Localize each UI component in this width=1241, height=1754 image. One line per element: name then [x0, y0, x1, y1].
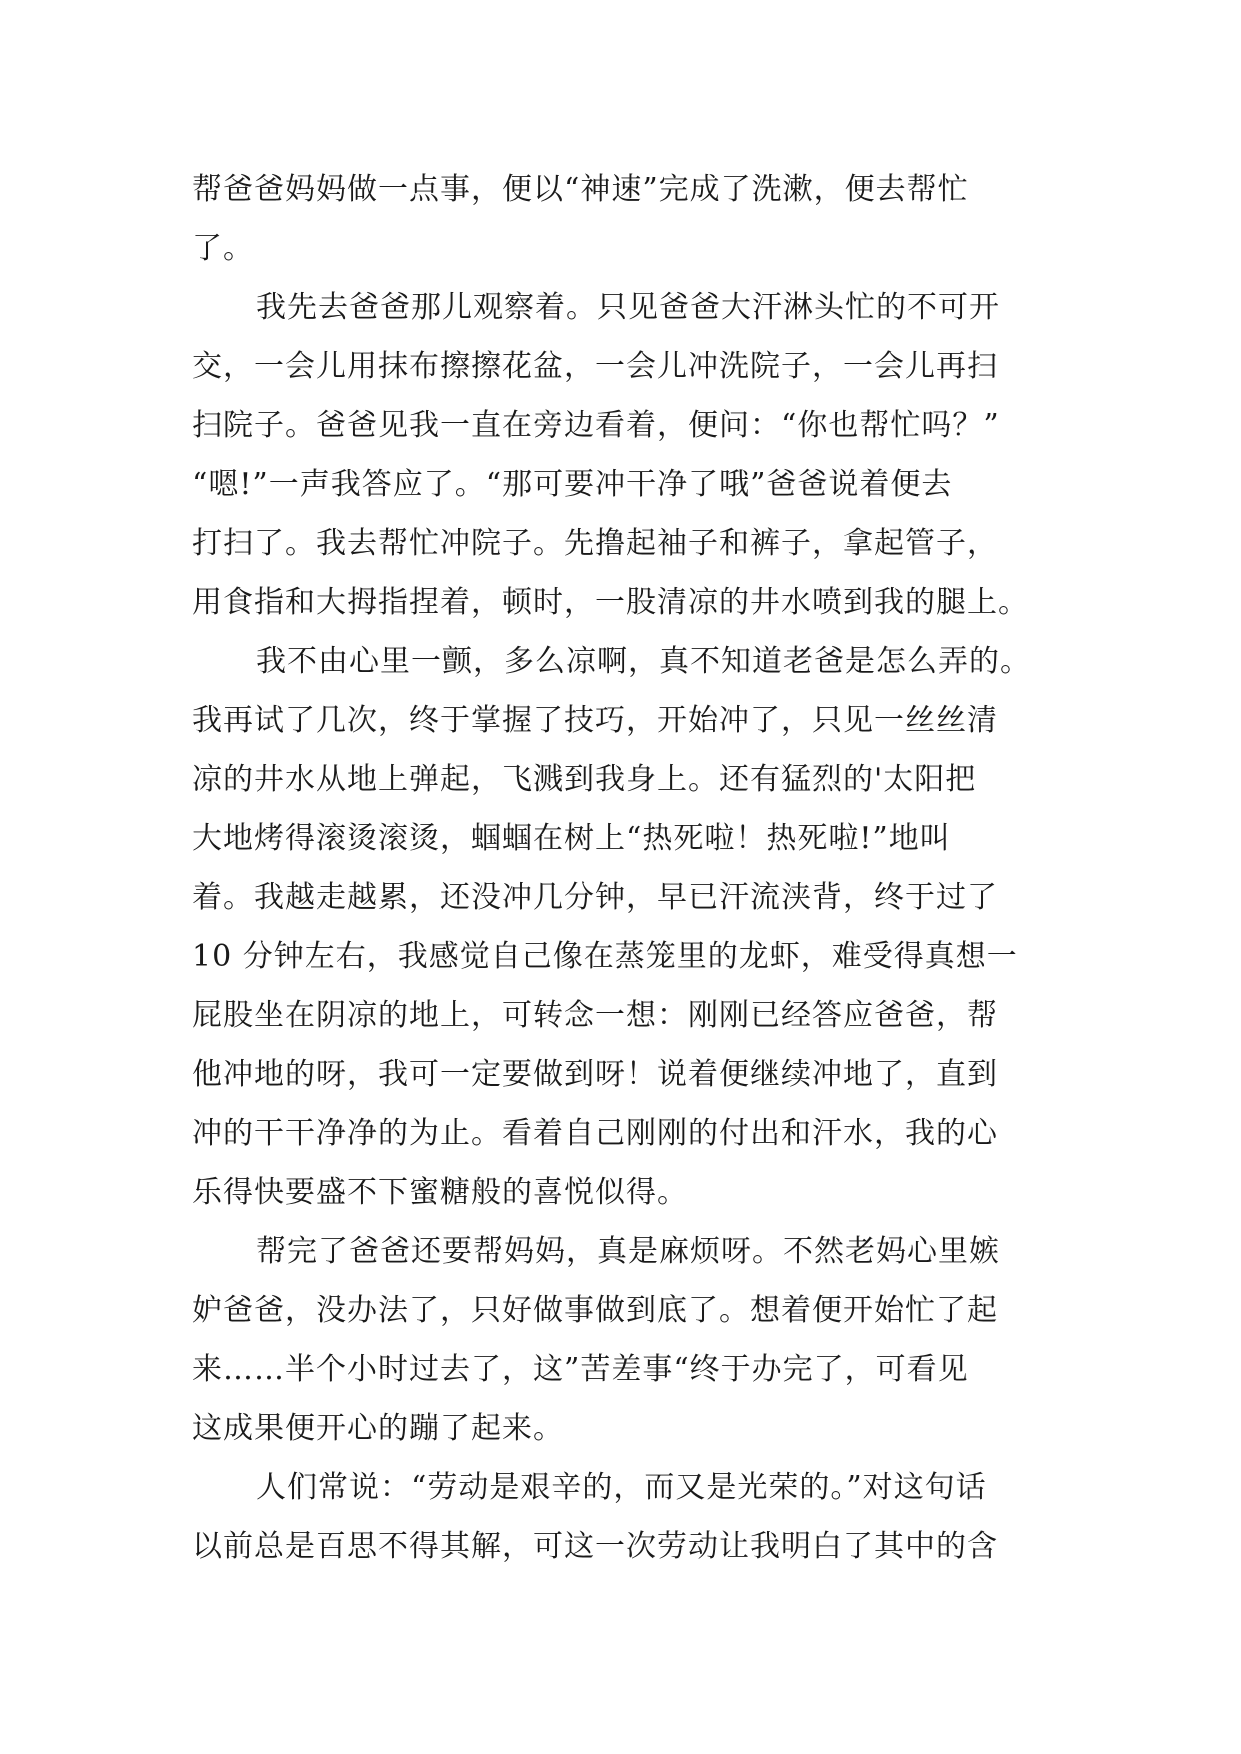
text-line: 我先去爸爸那儿观察着。只见爸爸大汗淋头忙的不可开 — [256, 290, 1000, 325]
text-line: 帮完了爸爸还要帮妈妈，真是麻烦呀。不然老妈心里嫉 — [256, 1234, 1000, 1269]
text-line: 了。 — [192, 231, 254, 266]
text-line: 冲的干干净净的为止。看着自己刚刚的付出和汗水，我的心 — [192, 1116, 998, 1151]
text-line: 来……半个小时过去了，这”苦差事“终于办完了，可看见 — [192, 1352, 969, 1387]
text-line: 以前总是百思不得其解，可这一次劳动让我明白了其中的含 — [192, 1529, 998, 1564]
text-line: 打扫了。我去帮忙冲院子。先撸起袖子和裤子，拿起管子， — [192, 526, 998, 561]
text-line: 着。我越走越累，还没冲几分钟，早已汗流浃背，终于过了 — [192, 880, 998, 915]
text-line: “嗯!”一声我答应了。“那可要冲干净了哦”爸爸说着便去 — [192, 467, 953, 502]
text-line: 凉的井水从地上弹起，飞溅到我身上。还有猛烈的'太阳把 — [192, 762, 977, 797]
text-line: 妒爸爸，没办法了，只好做事做到底了。想着便开始忙了起 — [192, 1293, 998, 1328]
text-line: 10 分钟左右，我感觉自己像在蒸笼里的龙虾，难受得真想一 — [192, 939, 1018, 974]
text-line: 用食指和大拇指捏着，顿时，一股清凉的井水喷到我的腿上。 — [192, 585, 1029, 620]
document-body — [192, 160, 1052, 1576]
text-line: 他冲地的呀，我可一定要做到呀！说着便继续冲地了，直到 — [192, 1057, 998, 1092]
text-line: 人们常说：“劳动是艰辛的，而又是光荣的。”对这句话 — [256, 1470, 987, 1505]
text-line: 帮爸爸妈妈做一点事，便以“神速”完成了洗漱，便去帮忙 — [192, 172, 969, 207]
text-line: 大地烤得滚烫滚烫，蝈蝈在树上“热死啦！热死啦!”地叫 — [192, 821, 951, 856]
text-line: 交，一会儿用抹布擦擦花盆，一会儿冲洗院子，一会儿再扫 — [192, 349, 998, 384]
text-line: 这成果便开心的蹦了起来。 — [192, 1411, 564, 1446]
text-line: 扫院子。爸爸见我一直在旁边看着，便问：“你也帮忙吗？” — [192, 408, 1000, 443]
text-line: 我不由心里一颤，多么凉啊，真不知道老爸是怎么弄的。 — [256, 644, 1031, 679]
text-line: 我再试了几次，终于掌握了技巧，开始冲了，只见一丝丝清 — [192, 703, 998, 738]
text-line: 屁股坐在阴凉的地上，可转念一想：刚刚已经答应爸爸，帮 — [192, 998, 998, 1033]
text-line: 乐得快要盛不下蜜糖般的喜悦似得。 — [192, 1175, 688, 1210]
